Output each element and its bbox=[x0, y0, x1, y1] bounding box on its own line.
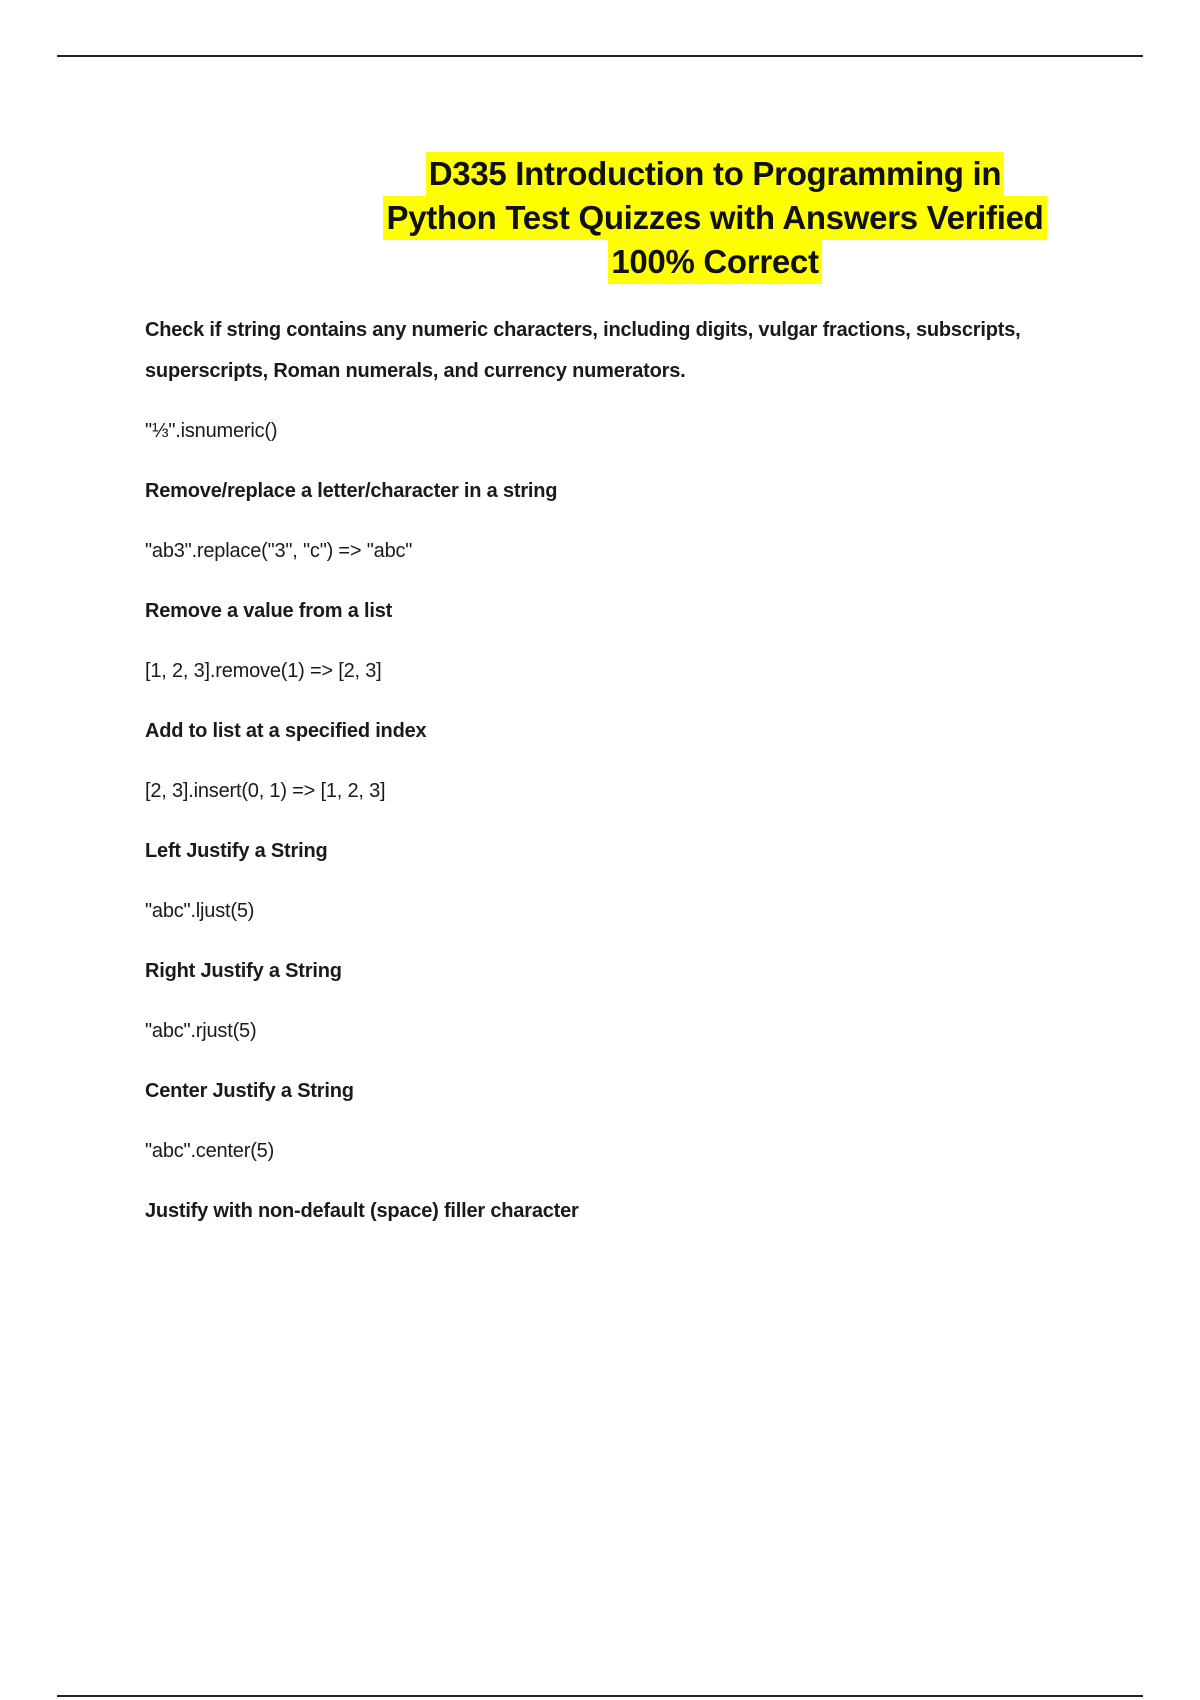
question-text: Check if string contains any numeric characters, including digits, vulgar fractions, subscripts, superscripts, Roman numerals, and currency numerators. bbox=[145, 319, 1021, 382]
question-text: Left Justify a String bbox=[145, 840, 328, 862]
answer-text: "ab3".replace("3", "c") => "abc" bbox=[145, 540, 413, 562]
answer-text: [1, 2, 3].remove(1) => [2, 3] bbox=[145, 660, 382, 682]
answer-text: "abc".ljust(5) bbox=[145, 900, 255, 922]
header-rule bbox=[57, 55, 1143, 57]
qa-item-isnumeric bbox=[145, 310, 1075, 452]
question-text: Center Justify a String bbox=[145, 1080, 354, 1102]
question-text: Remove/replace a letter/character in a string bbox=[145, 480, 558, 502]
question-text: Justify with non-default (space) filler character bbox=[145, 1200, 579, 1222]
answer-text: [2, 3].insert(0, 1) => [1, 2, 3] bbox=[145, 780, 386, 802]
title-line-3: 100% Correct bbox=[608, 240, 821, 284]
question-text: Add to list at a specified index bbox=[145, 720, 427, 742]
answer-text: "abc".rjust(5) bbox=[145, 1020, 257, 1042]
answer-text: "abc".center(5) bbox=[145, 1140, 275, 1162]
qa-item-insert bbox=[145, 711, 1075, 812]
question-text: Right Justify a String bbox=[145, 960, 342, 982]
question-text: Remove a value from a list bbox=[145, 600, 393, 622]
qa-item-replace bbox=[145, 471, 1075, 572]
footer-rule bbox=[57, 1695, 1143, 1697]
title-line-2: Python Test Quizzes with Answers Verified bbox=[383, 196, 1046, 240]
qa-item-fill-char bbox=[145, 1191, 1075, 1232]
qa-list bbox=[145, 310, 1075, 1251]
qa-item-center bbox=[145, 1071, 1075, 1172]
qa-item-rjust bbox=[145, 951, 1075, 1052]
qa-item-remove bbox=[145, 591, 1075, 692]
answer-text: "⅓".isnumeric() bbox=[145, 420, 278, 442]
qa-item-ljust bbox=[145, 831, 1075, 932]
title-line-1: D335 Introduction to Programming in bbox=[426, 152, 1005, 196]
document-title bbox=[330, 152, 1100, 284]
